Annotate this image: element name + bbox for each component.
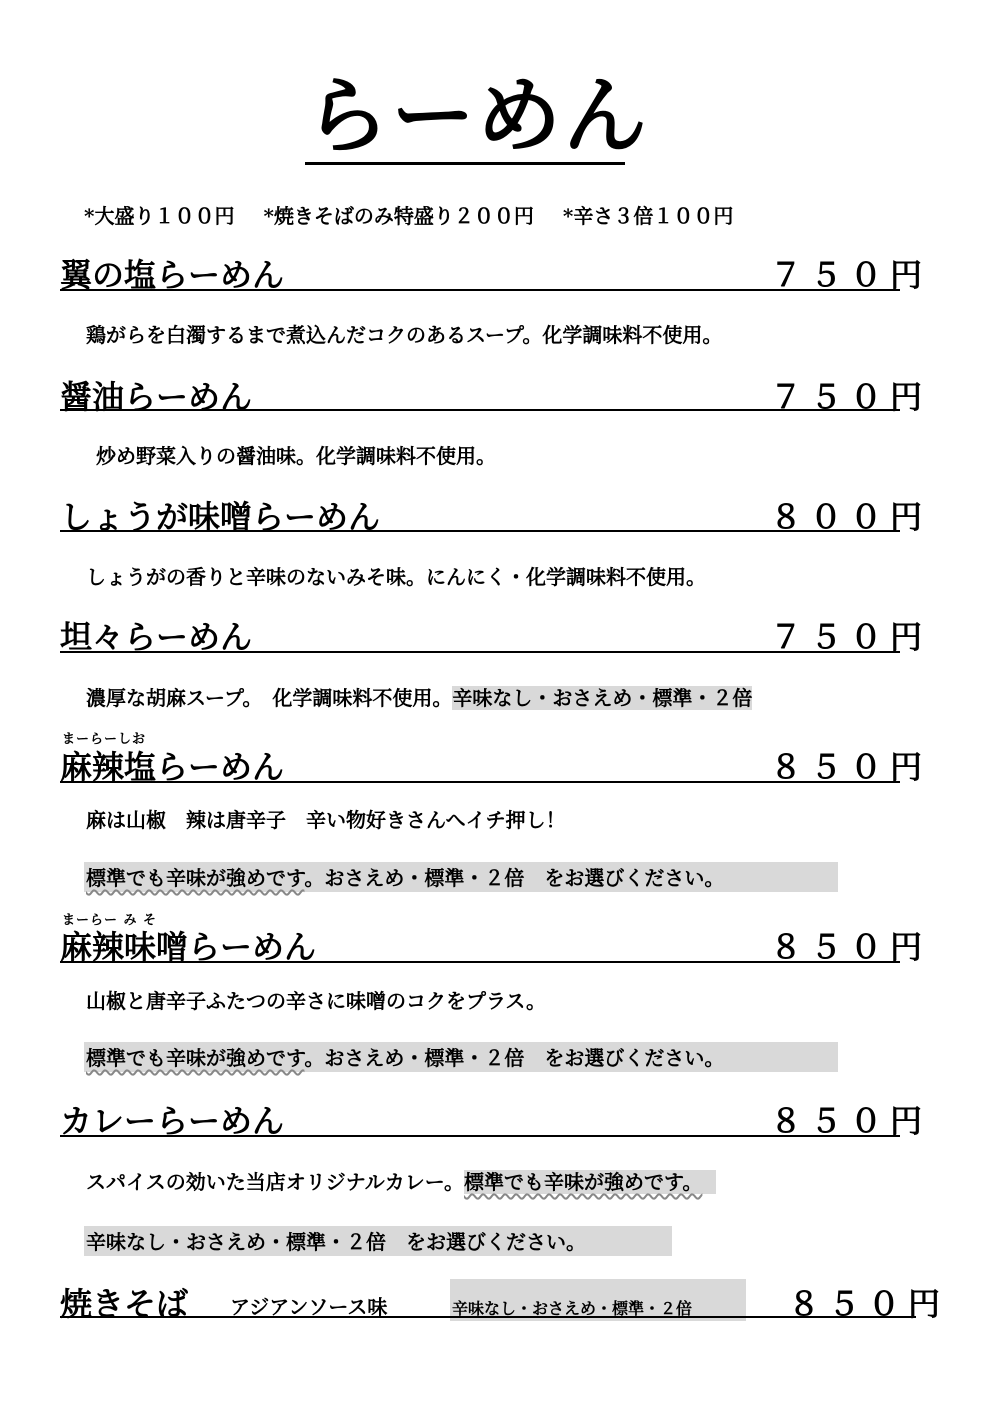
spice-note [84, 1042, 838, 1072]
note-large-serving: *大盛り１００円 [84, 204, 235, 228]
spice-note-options: 。おさえめ・標準・２倍 をお選びください。 [304, 1046, 725, 1070]
item-subtitle: アジアンソース味 [230, 1295, 388, 1319]
item-name: しょうが味噌らーめん [60, 498, 381, 536]
item-underline [60, 289, 900, 291]
spice-note: 辛味なし・おさえめ・標準・２倍 をお選びください。 [84, 1226, 672, 1256]
item-price: ８５０円 [770, 748, 931, 786]
item-name: 焼きそば [60, 1285, 189, 1323]
item-description: 麻は山椒 辣は唐辛子 辛い物好きさんへイチ押し！ [86, 808, 566, 832]
item-description: 炒め野菜入りの醤油味。化学調味料不使用。 [96, 444, 496, 468]
item-price: ８５０円 [770, 928, 931, 966]
item-underline [60, 1135, 900, 1137]
item-price: ７５０円 [770, 378, 931, 416]
item-ruby: まーらーしお [62, 732, 147, 747]
item-description [86, 1166, 716, 1195]
note-triple-spicy: *辛さ３倍１００円 [562, 204, 734, 228]
item-name: カレーらーめん [60, 1102, 285, 1140]
spice-note-warning: 標準でも辛味が強めです [86, 1046, 305, 1070]
item-price: ８５０円 [788, 1285, 949, 1323]
item-underline [60, 1316, 916, 1318]
item-name: 麻辣塩らーめん [60, 748, 285, 786]
item-price: ８００円 [770, 498, 931, 536]
spice-warning: 標準でも辛味が強めです。 [464, 1170, 716, 1194]
item-name: 醤油らーめん [60, 378, 253, 416]
item-description: 鶏がらを白濁するまで煮込んだコクのあるスープ。化学調味料不使用。 [86, 323, 723, 347]
item-name: 麻辣味噌らーめん [60, 928, 317, 966]
item-name: 坦々らーめん [60, 618, 253, 656]
spice-options: 辛味なし・おさえめ・標準・２倍 [452, 686, 753, 710]
item-ruby: まーらー み そ [62, 913, 158, 928]
item-underline [60, 781, 900, 783]
note-extra-large: *焼きそばのみ特盛り２００円 [263, 204, 534, 228]
item-price: ７５０円 [770, 618, 931, 656]
item-underline [60, 961, 900, 963]
item-price: ８５０円 [770, 1102, 931, 1140]
item-description: しょうがの香りと辛味のないみそ味。にんにく・化学調味料不使用。 [86, 565, 706, 589]
item-name: 翼の塩らーめん [60, 256, 285, 294]
item-underline [60, 651, 900, 653]
item-description-text: 濃厚な胡麻スープ。 化学調味料不使用。 [86, 686, 453, 710]
menu-title: らーめん [305, 66, 650, 165]
spice-note-warning: 標準でも辛味が強めです [86, 866, 305, 890]
menu-notes [84, 200, 733, 229]
item-price: ７５０円 [770, 256, 931, 294]
spice-options: 辛味なし・おさえめ・標準・２倍 [452, 1299, 693, 1318]
item-description-text: スパイスの効いた当店オリジナルカレー。 [86, 1170, 464, 1194]
item-description: 山椒と唐辛子ふたつの辛さに味噌のコクをプラス。 [86, 989, 546, 1013]
item-underline [60, 409, 900, 411]
spice-note-options: 。おさえめ・標準・２倍 をお選びください。 [304, 866, 725, 890]
item-underline [60, 530, 900, 532]
item-description [86, 682, 752, 711]
spice-note [84, 862, 838, 892]
